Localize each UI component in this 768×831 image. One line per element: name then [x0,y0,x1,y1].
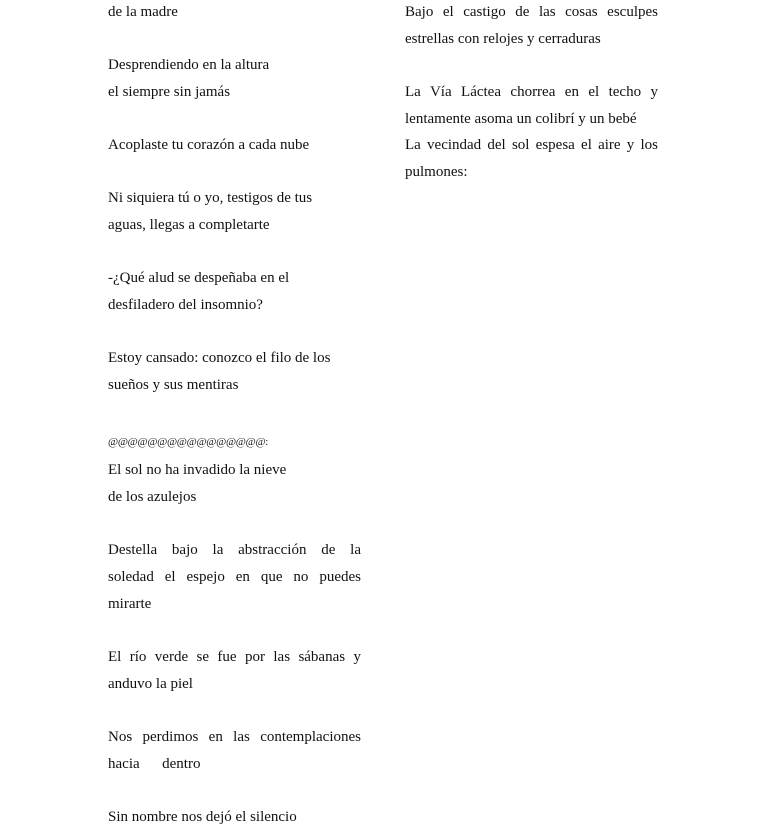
text-line: Nos perdimos en las contemplaciones [108,729,361,745]
text-line: aguas, llegas a completarte [108,217,270,233]
text-line: sueños y sus mentiras [108,377,239,393]
text-line: mirarte [108,596,152,612]
text-line: Sin nombre nos dejó el silencio [108,809,297,825]
text-line: lentamente asoma un colibrí y un bebé [405,111,637,127]
text-line: anduvo la piel [108,676,193,692]
ornament-line: @@@@@@@@@@@@@@@@: [108,436,269,448]
text-line: Bajo el castigo de las cosas esculpes [405,4,658,20]
text-line: el siempre sin jamás [108,84,231,100]
text-line: pulmones: [405,164,468,180]
text-line: Acoplaste tu corazón a cada nube [108,137,310,153]
text-line: soledad el espejo en que no puedes [108,569,361,585]
text-line: desfiladero del insomnio? [108,297,263,313]
text-line: Ni siquiera tú o yo, testigos de tus [108,190,313,206]
text-line: El sol no ha invadido la nieve [108,462,287,478]
text-line: estrellas con relojes y cerraduras [405,31,601,47]
text-line: de la madre [108,4,178,20]
text-line: Estoy cansado: conozco el filo de los [108,350,331,366]
text-line: Desprendiendo en la altura [108,57,270,73]
text-line: La Vía Láctea chorrea en el techo y [405,84,658,100]
text-line: hacia dentro [108,756,201,772]
text-line: Destella bajo la abstracción de la [108,542,361,558]
text-line: La vecindad del sol espesa el aire y los [405,137,658,153]
text-line: El río verde se fue por las sábanas y [108,649,361,665]
text-line: -¿Qué alud se despeñaba en el [108,270,290,286]
text-line: de los azulejos [108,489,197,505]
